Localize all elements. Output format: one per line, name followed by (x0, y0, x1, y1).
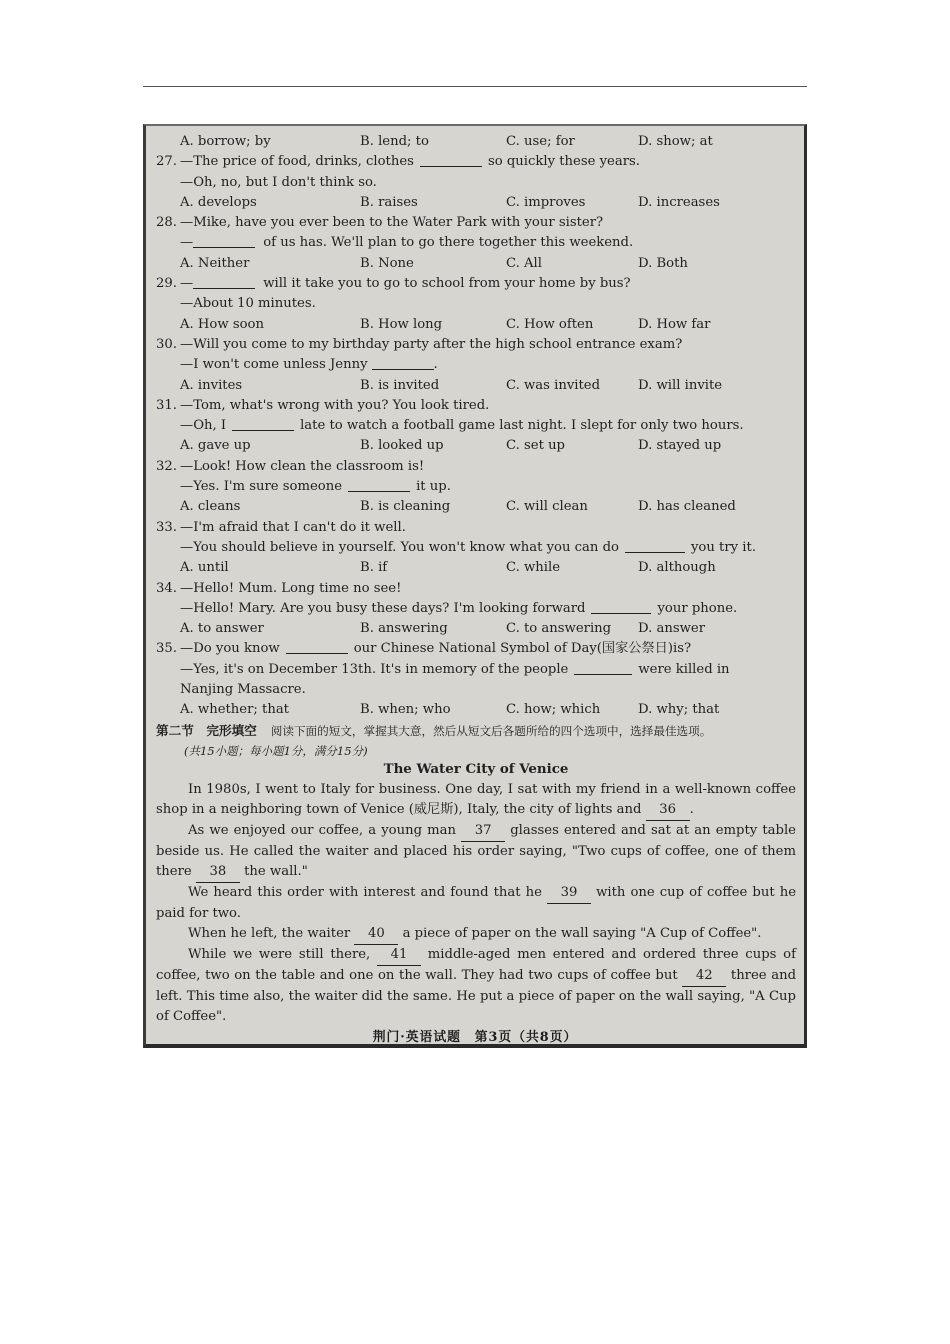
q32-stem: 32. —Look! How clean the classroom is! (156, 457, 796, 477)
q34-options (156, 619, 796, 639)
option-a: A. invites (180, 377, 243, 393)
question-number: 32. (156, 458, 177, 474)
option-c: C. set up (506, 438, 566, 454)
q30-options (156, 376, 796, 396)
cloze-blank-41: 41 (377, 945, 421, 966)
question-number: 28. (156, 215, 177, 231)
q34-stem: 34. —Hello! Mum. Long time no see! (156, 579, 796, 599)
section-instruction: 阅读下面的短文，掌握其大意，然后从短文后各题所给的四个选项中，选择最佳选项。 (270, 723, 712, 738)
option-c: C. while (506, 560, 561, 576)
cloze-blank-36: 36 (646, 800, 690, 821)
q32-reply: —Yes. I'm sure someone it up. (180, 479, 451, 495)
option-a: A. gave up (180, 438, 251, 454)
question-number: 30. (156, 336, 177, 352)
option-c: C. use; for (506, 134, 575, 149)
answer-blank (625, 538, 685, 553)
exam-page (156, 132, 796, 1027)
question-number: 27. (156, 154, 177, 170)
option-a: A. until (180, 560, 229, 576)
q35-reply-cont: Nanjing Massacre. (180, 682, 306, 698)
option-b: B. answering (360, 621, 448, 637)
q27-options (156, 193, 796, 213)
answer-blank (232, 416, 294, 431)
question-number: 31. (156, 397, 177, 413)
cloze-blank-42: 42 (682, 966, 726, 987)
option-c: C. will clean (506, 499, 588, 515)
q29-options (156, 315, 796, 335)
passage-title: The Water City of Venice (383, 760, 569, 777)
answer-blank (193, 233, 255, 248)
header-rule (143, 86, 807, 87)
question-number: 29. (156, 276, 177, 292)
option-d: D. answer (638, 621, 706, 637)
option-d: D. why; that (638, 702, 720, 718)
passage-paragraph-1: In 1980s, I went to Italy for business. One day, I sat with my friend in a well-known coffee shop in a neighboring town of Venice (威尼斯), Italy, the city of lights and 36 . (156, 780, 796, 821)
option-b: B. None (360, 255, 414, 271)
q31-stem: 31. —Tom, what's wrong with you? You look tired. (156, 396, 796, 416)
option-a: A. develops (180, 194, 257, 210)
option-b: B. lend; to (360, 134, 429, 149)
q29-reply: —About 10 minutes. (180, 296, 316, 312)
question-number: 34. (156, 580, 177, 596)
section-note: (共15小题；每小题1分，满分15分) (184, 743, 368, 758)
option-a: A. to answer (180, 621, 264, 637)
option-b: B. is cleaning (360, 499, 451, 515)
option-c: C. was invited (506, 377, 601, 393)
section-title: 第二节 完形填空 (156, 722, 257, 738)
option-d: D. increases (638, 194, 720, 210)
page-footer: 荆门·英语试题 第3页（共8页） (372, 1030, 578, 1045)
q28-reply: — of us has. We'll plan to go there together this weekend. (180, 235, 634, 251)
passage-paragraph-5: While we were still there, 41 middle-aged men entered and ordered three cups of coffee, two on the table and one on the wall. They had two cups of coffee but 42 three and left. This time also, the waiter did the same. He put a piece of paper on the wall saying, "A Cup of Coffee". (156, 946, 797, 1024)
answer-blank (286, 639, 348, 654)
option-b: B. when; who (360, 702, 451, 718)
answer-blank (372, 355, 434, 370)
q31-reply: —Oh, I late to watch a football game last night. I slept for only two hours. (180, 418, 744, 434)
option-c: C. how; which (506, 702, 601, 718)
option-b: B. How long (360, 316, 443, 332)
exam-page-photo (143, 124, 807, 1048)
option-b: B. raises (360, 194, 418, 210)
q27-stem: 27. —The price of food, drinks, clothes so quickly these years. (156, 152, 796, 172)
q35-stem: 35. —Do you know our Chinese National Symbol of Day(国家公祭日)is? (156, 639, 796, 659)
option-c: C. to answering (506, 621, 612, 637)
option-a: A. borrow; by (180, 134, 271, 149)
q33-stem: 33. —I'm afraid that I can't do it well. (156, 518, 796, 538)
option-b: B. is invited (360, 377, 440, 393)
question-number: 35. (156, 641, 177, 657)
option-a: A. Neither (180, 255, 250, 271)
option-d: D. Both (638, 255, 688, 271)
cloze-blank-38: 38 (196, 862, 240, 883)
answer-blank (574, 660, 632, 675)
question-number: 33. (156, 519, 177, 535)
section-heading (156, 721, 796, 741)
option-d: D. has cleaned (638, 499, 736, 515)
passage-paragraph-4: When he left, the waiter 40 a piece of paper on the wall saying "A Cup of Coffee". (156, 924, 796, 945)
q28-stem: 28. —Mike, have you ever been to the Water Park with your sister? (156, 213, 796, 233)
cloze-blank-37: 37 (461, 821, 505, 842)
option-c: C. improves (506, 194, 586, 210)
option-b: B. looked up (360, 438, 444, 454)
q35-options (156, 700, 796, 720)
option-c: C. All (506, 255, 542, 271)
answer-blank (591, 599, 651, 614)
option-d: D. will invite (638, 377, 723, 393)
q30-stem: 30. —Will you come to my birthday party after the high school entrance exam? (156, 335, 796, 355)
option-d: D. show; at (638, 134, 713, 149)
option-a: A. How soon (180, 316, 264, 332)
answer-blank (193, 274, 255, 289)
option-d: D. stayed up (638, 438, 722, 454)
q28-options (156, 254, 796, 274)
answer-blank (420, 152, 482, 167)
passage-paragraph-2: As we enjoyed our coffee, a young man 37 glasses entered and sat at an empty table beside us. He called the waiter and placed his order saying, "Two cups of coffee, one of them there 38 the wall." (156, 821, 796, 883)
q34-reply: —Hello! Mary. Are you busy these days? I'm looking forward your phone. (180, 600, 738, 616)
option-a: A. cleans (180, 499, 241, 515)
q32-options (156, 497, 796, 517)
option-d: D. although (638, 560, 716, 576)
cloze-blank-39: 39 (547, 883, 591, 904)
option-b: B. if (360, 560, 388, 576)
option-c: C. How often (506, 316, 594, 332)
q26-options (156, 132, 796, 152)
q29-stem: 29. — will it take you to go to school from your home by bus? (156, 274, 796, 294)
q27-reply: —Oh, no, but I don't think so. (180, 174, 377, 190)
q30-reply: —I won't come unless Jenny . (180, 357, 438, 373)
passage-paragraph-3: We heard this order with interest and found that he 39 with one cup of coffee but he paid for two. (156, 884, 796, 921)
q35-reply: —Yes, it's on December 13th. It's in memory of the people were killed in (180, 661, 730, 677)
option-d: D. How far (638, 316, 711, 332)
cloze-blank-40: 40 (354, 924, 398, 945)
answer-blank (348, 477, 410, 492)
q33-options (156, 558, 796, 578)
q31-options (156, 436, 796, 456)
option-a: A. whether; that (180, 702, 289, 718)
q33-reply: —You should believe in yourself. You won't know what you can do you try it. (180, 539, 757, 555)
